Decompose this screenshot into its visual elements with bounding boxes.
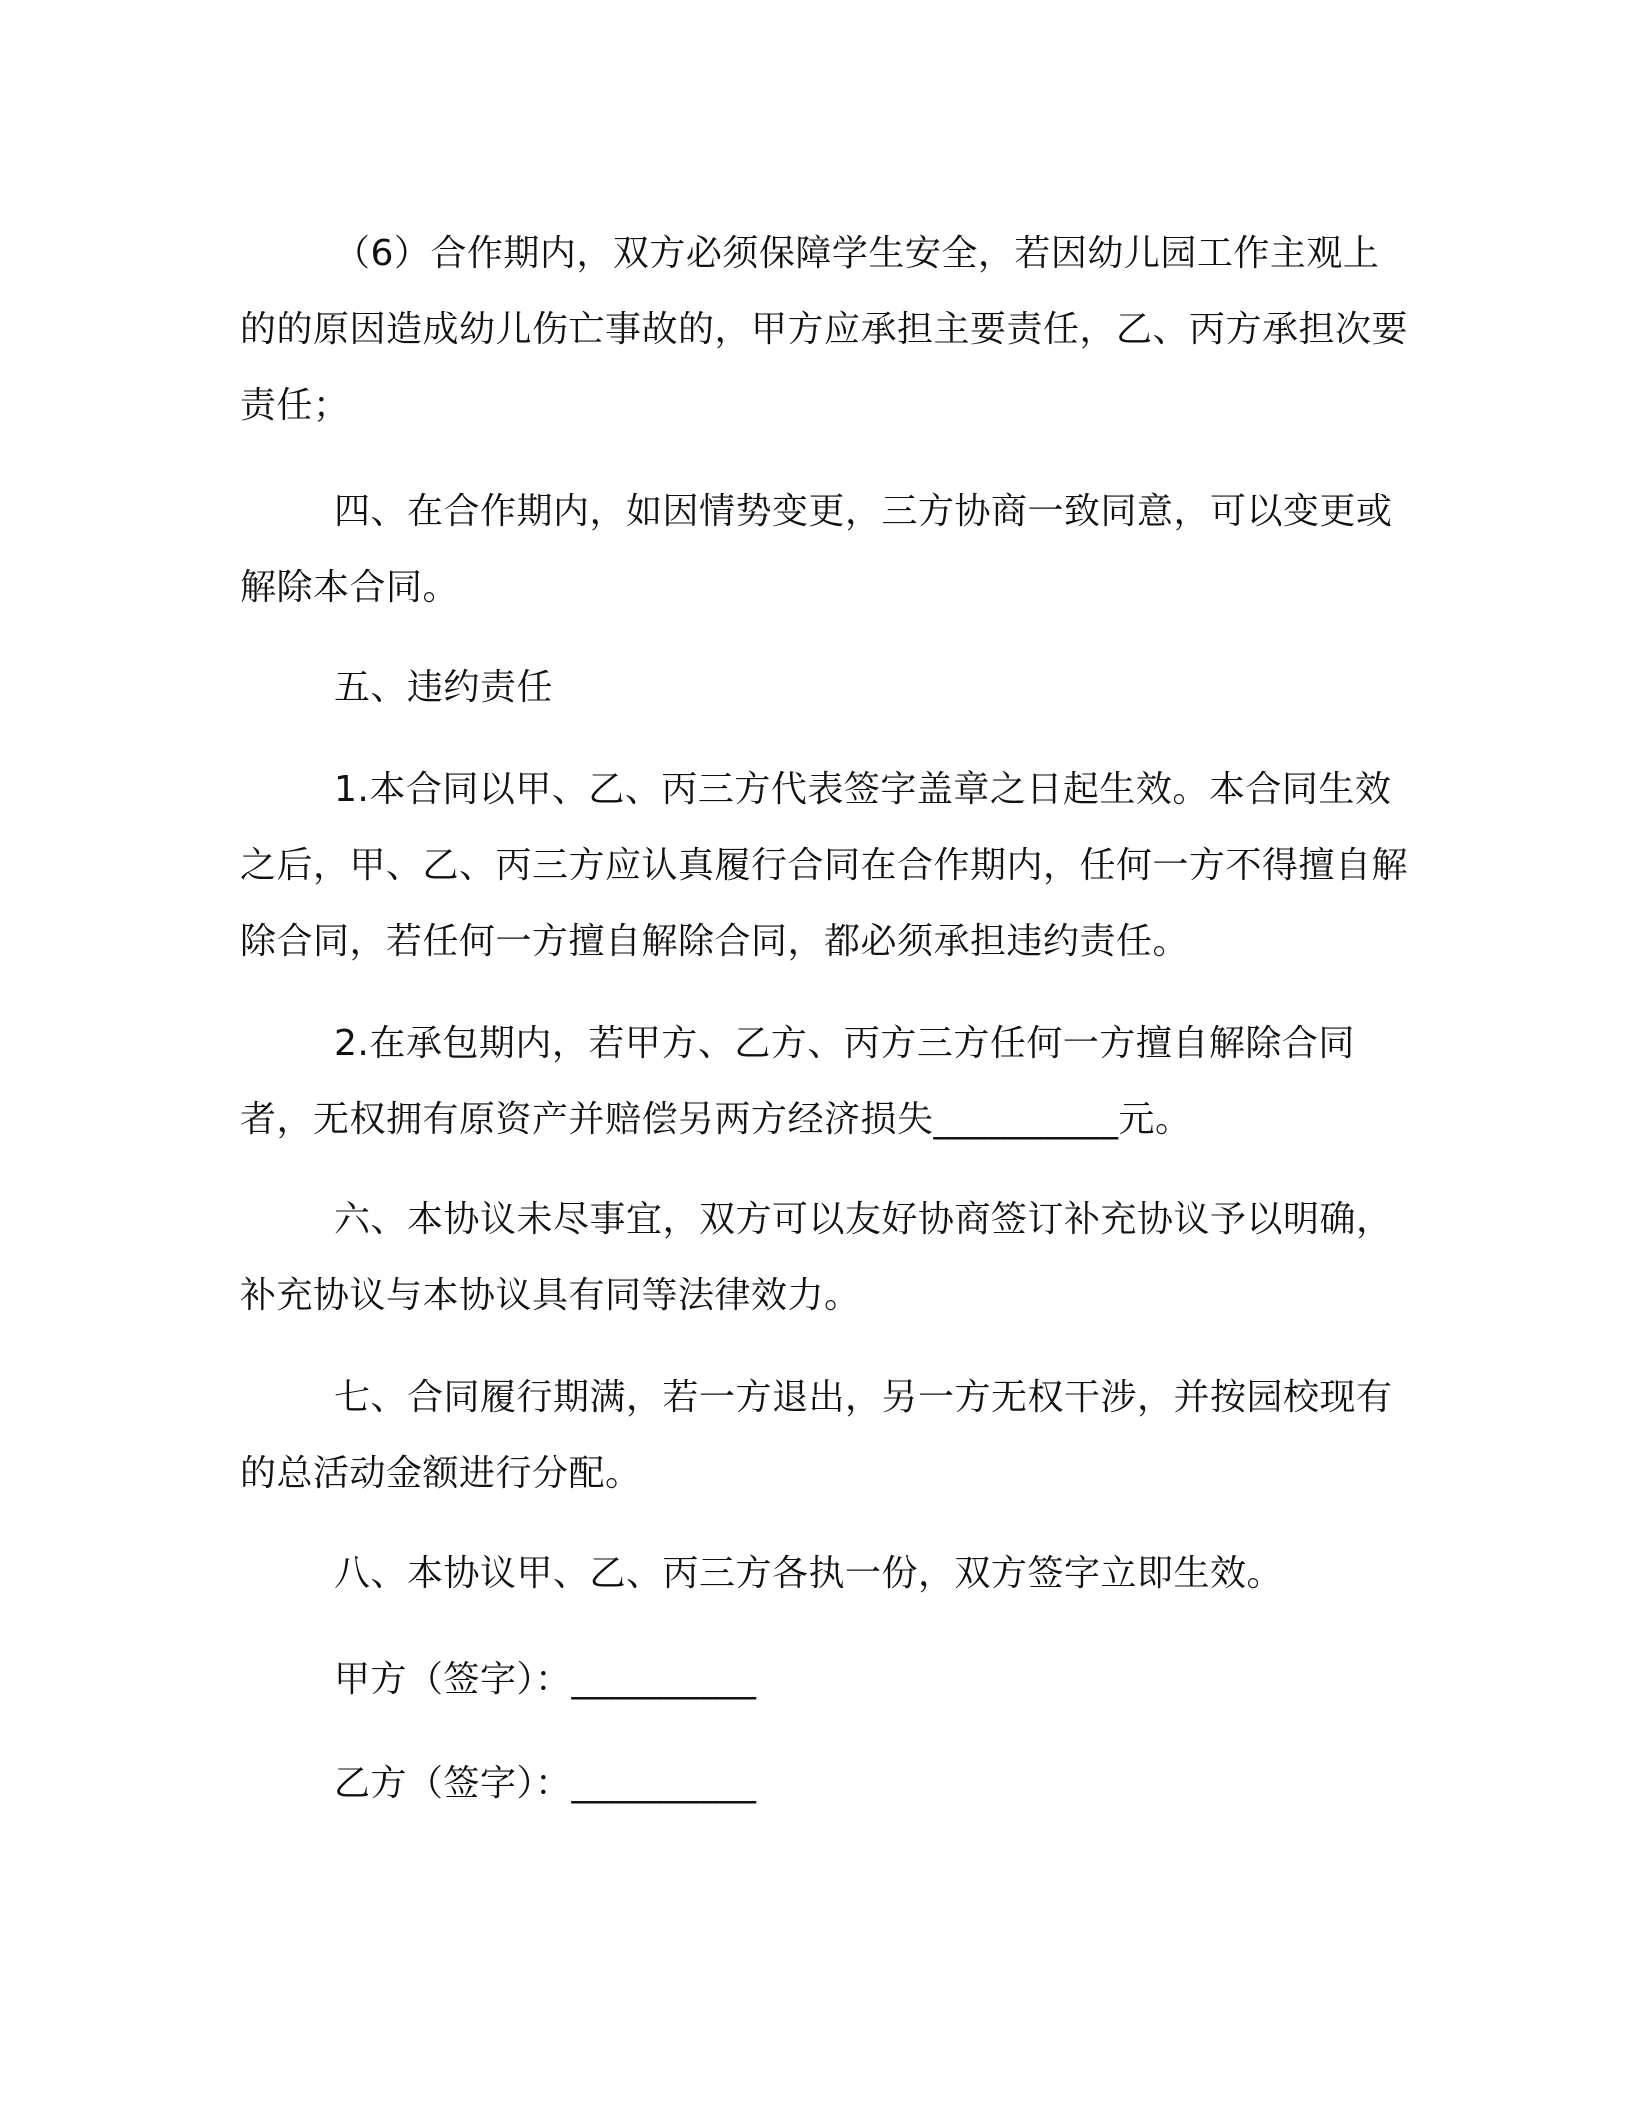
section-7-expiry: 七、合同履行期满，若一方退出，另一方无权干涉，并按园校现有的总活动金额进行分配。 [240, 1377, 1393, 1494]
clause-5-2: 2.在承包期内，若甲方、乙方、丙方三方任何一方擅自解除合同者，无权拥有原资产并赔偿另两方经济损失__________元。 [240, 1023, 1355, 1140]
section-4-change: 四、在合作期内，如因情势变更，三方协商一致同意，可以变更或解除本合同。 [240, 491, 1393, 608]
party-b-signature: 乙方（签字）：__________ [334, 1763, 757, 1804]
clause-5-1: 1.本合同以甲、乙、丙三方代表签字盖章之日起生效。本合同生效之后，甲、乙、丙三方应认真履行合同在合作期内，任何一方不得擅自解除合同，若任何一方擅自解除合同，都必须承担违约责任。 [240, 769, 1409, 962]
section-5-heading: 五、违约责任 [334, 667, 554, 708]
section-6-supplement: 六、本协议未尽事宜，双方可以友好协商签订补充协议予以明确，补充协议与本协议具有同等法律效力。 [240, 1199, 1393, 1316]
party-a-signature: 甲方（签字）：__________ [334, 1659, 757, 1700]
clause-6-safety: （6）合作期内，双方必须保障学生安全，若因幼儿园工作主观上的的原因造成幼儿伤亡事故的，甲方应承担主要责任，乙、丙方承担次要责任； [240, 233, 1409, 426]
section-8-copies: 八、本协议甲、乙、丙三方各执一份，双方签字立即生效。 [334, 1553, 1284, 1594]
